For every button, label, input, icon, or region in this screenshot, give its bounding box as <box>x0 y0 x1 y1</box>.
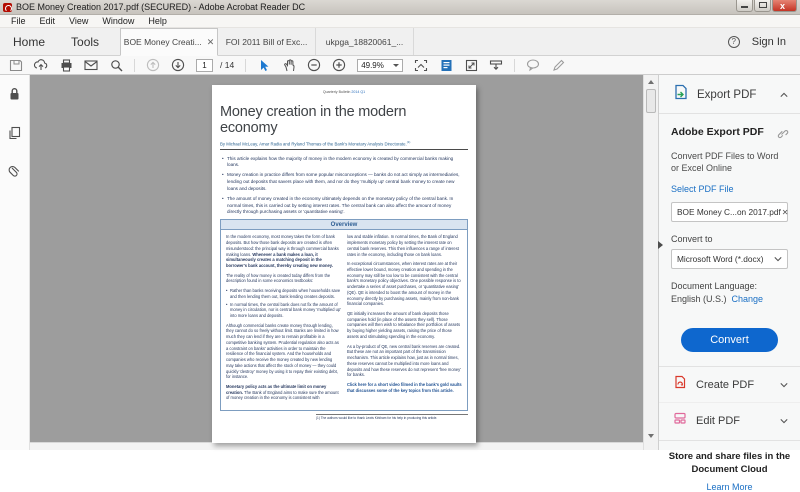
tab-tools[interactable]: Tools <box>71 34 100 49</box>
window-titlebar <box>0 0 800 15</box>
chevron-down-icon <box>780 417 788 425</box>
document-tabs <box>120 28 414 55</box>
page-count-label: / 14 <box>220 60 235 70</box>
scroll-up-icon <box>648 80 654 84</box>
cloud-upload-icon[interactable] <box>34 58 48 72</box>
menu-view[interactable]: View <box>69 16 89 26</box>
page-level-zoom-icon[interactable] <box>414 58 428 72</box>
comment-icon[interactable] <box>526 58 540 72</box>
summary-bullet: • The amount of money created in the economy ultimately depends on the monetary policy of the central bank. In normal times, this is carried out by setting interest rates. The central bank can also affect the amount of money directly through purchasing assets or 'quantitative easing'. <box>222 196 466 216</box>
security-lock-icon[interactable] <box>8 87 21 106</box>
store-share-text: Store and share files in the Document Cloud <box>668 451 791 475</box>
export-pdf-header[interactable]: Export PDF <box>659 75 800 114</box>
fill-sign-pencil-icon[interactable] <box>551 58 565 72</box>
summary-bullet: • This article explains how the majority of money in the modern economy is created by commercial banks making loans. <box>222 156 466 169</box>
save-icon[interactable] <box>9 58 23 72</box>
maximize-icon <box>759 2 767 8</box>
export-pdf-panel <box>658 75 800 492</box>
clear-file-icon[interactable]: ✕ <box>781 207 789 217</box>
menu-window[interactable]: Window <box>102 16 135 26</box>
link-chain-icon <box>777 126 788 144</box>
main-toolbar <box>0 56 800 75</box>
tab-home[interactable]: Home <box>13 34 46 49</box>
overview-heading: Overview <box>221 220 467 230</box>
scroll-up-button[interactable] <box>644 75 658 88</box>
select-pdf-file-link[interactable]: Select PDF File <box>671 184 734 195</box>
minimize-button[interactable] <box>736 0 753 12</box>
create-pdf-row[interactable]: Create PDF <box>659 367 800 402</box>
chevron-down-icon <box>774 255 782 263</box>
menu-file[interactable]: File <box>11 16 26 26</box>
sign-in-button[interactable]: Sign In <box>751 35 786 48</box>
doc-tab-boe-money-creation[interactable]: BOE Money Creati... ✕ <box>120 28 218 56</box>
acrobat-app-icon <box>3 3 12 12</box>
menu-bar <box>0 15 800 28</box>
learn-more-link[interactable]: Learn More <box>706 481 753 492</box>
overview-box <box>220 219 468 411</box>
vertical-scrollbar[interactable] <box>643 75 658 450</box>
video-link[interactable]: Click here for a short video filmed in the bank's gold vaults that discusses some of the key topics from this article. <box>347 381 462 393</box>
title-rule <box>220 149 468 150</box>
maximize-button[interactable] <box>754 0 771 12</box>
document-cloud-promo <box>659 440 800 492</box>
adobe-export-pdf-title: Adobe Export PDF <box>671 126 764 138</box>
convert-button[interactable]: Convert <box>681 328 778 352</box>
toolbar-separator <box>245 59 246 72</box>
chevron-down-icon <box>780 381 788 389</box>
format-value: Microsoft Word (*.docx) <box>677 254 764 265</box>
full-screen-icon[interactable] <box>464 58 478 72</box>
close-button[interactable] <box>772 0 797 12</box>
chevron-up-icon <box>780 91 788 99</box>
attachments-paperclip-icon[interactable] <box>8 165 21 184</box>
chevron-down-icon <box>393 64 399 67</box>
zoom-in-icon[interactable] <box>332 58 346 72</box>
article-title: Money creation in the modern economy <box>220 104 407 137</box>
fit-width-icon[interactable] <box>489 58 503 72</box>
previous-page-icon[interactable] <box>146 58 160 72</box>
zoom-level-value: 49.9% <box>361 60 384 70</box>
convert-to-label: Convert to <box>671 234 713 245</box>
single-page-view-icon[interactable] <box>439 58 453 72</box>
hand-tool-icon[interactable] <box>282 58 296 72</box>
article-byline: By Michael McLeay, Amar Radia and Ryland Thomas of the Bank's Monetary Analysis Directorate.$^{(1)}$ <box>220 139 411 147</box>
tab-bar <box>0 28 800 56</box>
scrollbar-thumb[interactable] <box>646 89 656 113</box>
document-language-label: Document Language: <box>671 281 758 292</box>
selected-file-box[interactable] <box>671 202 788 222</box>
summary-bullet: • Money creation in practice differs from some popular misconceptions — banks do not act simply as intermediaries, lending out deposits that savers place with them, and nor do they 'multiply up' central bank money to create new loans and deposits. <box>222 172 466 192</box>
zoom-out-icon[interactable] <box>307 58 321 72</box>
export-pdf-icon <box>673 84 689 105</box>
scroll-down-button[interactable] <box>644 429 658 442</box>
overview-left-column: In the modern economy, most money takes the form of bank deposits. But how those bank deposits are created is often misunderstood: the principal way is through commercial banks making loans. Whenever a bank makes a loan, it simultaneously creates a matching deposit in the borrower's bank account, thereby creating new money. The reality of how money is created today differs from the description found in some economics textbooks: • Rather than banks receiving deposits when households save and then lending them out, bank lending creates deposits. • In normal times, the central bank does not fix the amount of money in circulation, nor is central bank money 'multiplied up' into more loans and deposits. Although commercial banks create money through lending, they cannot do so freely without limit. Banks are limited in how much they can lend if they are to remain profitable in a competitive banking system. Prudential regulation also acts as a constraint on banks' activities in order to maintain the resilience of the financial system. And the households and companies who receive the money created by new lending may take actions that affect the stock of money — they could quickly 'destroy' money by using it to repay their existing debt, for instance. Monetary policy acts as the ultimate limit on money creation. The Bank of England aims to make sure the amount of money creation in the economy is consistent with <box>226 234 341 405</box>
page-thumbnails-icon[interactable] <box>8 126 21 145</box>
select-tool-icon[interactable] <box>257 58 271 72</box>
menu-edit[interactable]: Edit <box>39 16 56 26</box>
change-language-link[interactable]: Change <box>731 294 764 305</box>
running-header: Quarterly Bulletin 2014 Q1 <box>322 90 366 94</box>
window-title: BOE Money Creation 2017.pdf (SECURED) - Adobe Acrobat Reader DC <box>16 2 306 12</box>
doc-tab-foi-2011[interactable]: FOI 2011 Bill of Exc... <box>218 28 316 55</box>
selected-file-name: BOE Money C...on 2017.pdf <box>677 207 781 218</box>
close-icon: x <box>780 1 786 11</box>
help-icon[interactable]: ? <box>728 36 740 48</box>
print-icon[interactable] <box>59 58 73 72</box>
next-page-icon[interactable] <box>171 58 185 72</box>
language-value: English (U.S.) <box>671 294 727 305</box>
search-icon[interactable] <box>109 58 123 72</box>
left-nav-rail <box>0 75 30 450</box>
minimize-icon <box>741 6 748 8</box>
toolbar-separator <box>514 59 515 72</box>
page-number-input[interactable] <box>196 59 213 72</box>
summary-bullets <box>222 156 466 216</box>
overview-right-column: low and stable inflation. In normal times, the Bank of England implements monetary policy by setting the interest rate on central bank reserves. This then influences a range of interest rates in the economy, including those on bank loans. In exceptional circumstances, when interest rates are at their effective lower bound, money creation and spending in the economy may still be too low to be consistent with the central bank's monetary policy objectives. One possible response is to undertake a series of asset purchases, or 'quantitative easing' (QE). QE is intended to boost the amount of money in the economy directly by purchasing assets, mainly from non-bank financial companies. QE initially increases the amount of bank deposits those companies hold (in place of the assets they sell). Those companies will then wish to rebalance their portfolios of assets by buying higher yielding assets, raising the price of those assets and stimulating spending in the economy. As a by-product of QE, new central bank reserves are created. But these are not an important part of the transmission mechanism. This article explains how, just as in normal times, these reserves cannot be multiplied into more loans and deposits and how these reserves do not represent 'free money' for banks. Click here for a short video filmed in the bank's gold vaults that discusses some of the key topics from this article. <box>347 234 462 393</box>
panel-collapse-handle[interactable] <box>658 241 663 249</box>
format-dropdown[interactable] <box>671 249 788 269</box>
menu-help[interactable]: Help <box>148 16 167 26</box>
edit-pdf-icon <box>673 411 687 430</box>
footnote: (1) The authors would like to thank Lewis Kirkham for his help in producing this article. <box>316 414 468 420</box>
email-icon[interactable] <box>84 58 98 72</box>
edit-pdf-row[interactable]: Edit PDF <box>659 402 800 438</box>
zoom-level-selector[interactable] <box>357 59 403 72</box>
main-area <box>0 75 800 492</box>
pdf-page <box>212 85 476 443</box>
doc-tab-ukpga[interactable]: ukpga_18820061_... <box>316 28 414 55</box>
scroll-down-icon <box>648 434 654 438</box>
document-viewport[interactable] <box>30 75 643 450</box>
export-description: Convert PDF Files to Word or Excel Online <box>671 151 779 174</box>
create-pdf-icon <box>673 375 687 394</box>
tab-close-icon[interactable]: ✕ <box>206 36 215 47</box>
toolbar-separator <box>134 59 135 72</box>
